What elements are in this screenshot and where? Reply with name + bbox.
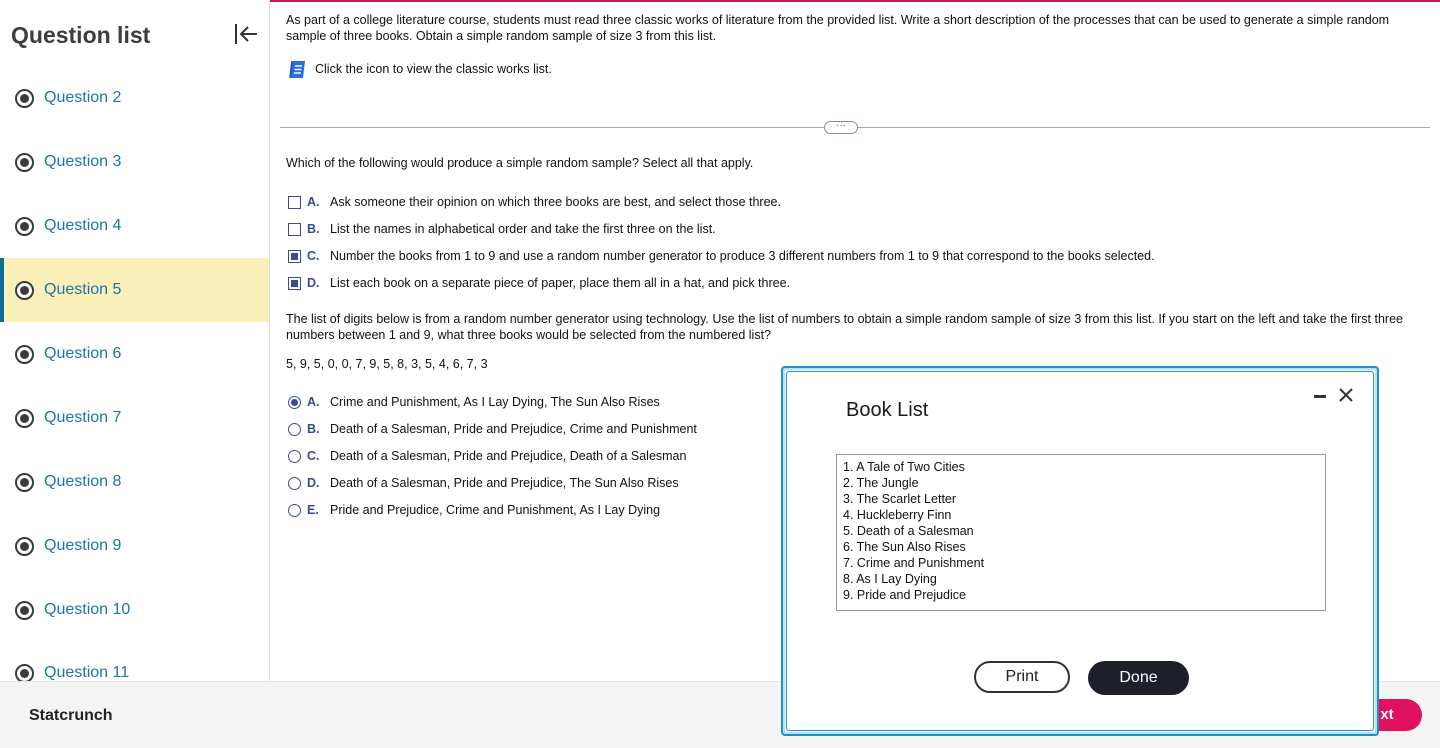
radio-option-a[interactable] bbox=[288, 393, 660, 411]
book-icon bbox=[288, 60, 307, 80]
question-status-icon bbox=[15, 409, 34, 428]
list-item: 6. The Sun Also Rises bbox=[843, 540, 966, 554]
sidebar-item-label: Question 4 bbox=[44, 217, 122, 234]
print-button[interactable]: Print bbox=[974, 661, 1070, 693]
sidebar-item-question-2[interactable] bbox=[0, 66, 269, 130]
sidebar-item-label: Question 6 bbox=[44, 345, 122, 362]
list-item: 5. Death of a Salesman bbox=[843, 524, 974, 538]
radio-option-e[interactable] bbox=[288, 501, 660, 519]
option-letter: D. bbox=[307, 476, 320, 490]
question-status-icon bbox=[15, 473, 34, 492]
question-status-icon bbox=[15, 345, 34, 364]
sidebar-item-label: Question 11 bbox=[44, 664, 130, 681]
sidebar-item-question-9[interactable] bbox=[0, 514, 269, 578]
question-status-icon bbox=[15, 664, 34, 681]
close-icon bbox=[1337, 386, 1355, 404]
sidebar-item-question-4[interactable] bbox=[0, 194, 269, 258]
sidebar-item-question-10[interactable] bbox=[0, 578, 269, 642]
checkbox-checked[interactable] bbox=[288, 277, 301, 290]
option-text: Crime and Punishment, As I Lay Dying, The Sun Also Rises bbox=[330, 395, 660, 409]
checkbox-option-a[interactable] bbox=[288, 193, 781, 211]
sidebar-item-question-7[interactable] bbox=[0, 386, 269, 450]
book-list-box bbox=[836, 454, 1326, 611]
radio-button[interactable] bbox=[288, 450, 301, 463]
option-text: Ask someone their opinion on which three books are best, and select those three. bbox=[330, 195, 781, 209]
checkbox[interactable] bbox=[288, 196, 301, 209]
question-part-1-prompt: Which of the following would produce a simple random sample? Select all that apply. bbox=[286, 156, 754, 170]
minimize-button[interactable] bbox=[1313, 392, 1327, 402]
radio-button[interactable] bbox=[288, 504, 301, 517]
sidebar-item-label: Question 9 bbox=[44, 537, 122, 554]
checkbox-option-b[interactable] bbox=[288, 220, 716, 238]
option-letter: C. bbox=[307, 449, 320, 463]
statcrunch-link[interactable]: Statcrunch bbox=[29, 707, 113, 724]
book-list-icon-button[interactable] bbox=[288, 60, 307, 80]
sidebar-item-label: Question 8 bbox=[44, 473, 122, 490]
question-status-icon bbox=[15, 89, 34, 108]
sidebar-item-label: Question 3 bbox=[44, 153, 122, 170]
sidebar-item-question-11[interactable] bbox=[0, 642, 269, 681]
sidebar-item-label: Question 5 bbox=[44, 281, 122, 298]
question-status-icon bbox=[15, 217, 34, 236]
question-status-icon bbox=[15, 537, 34, 556]
collapse-left-icon bbox=[233, 22, 259, 46]
sidebar-item-question-5[interactable] bbox=[0, 258, 269, 322]
sidebar-item-label: Question 2 bbox=[44, 89, 122, 106]
radio-button-selected[interactable] bbox=[288, 396, 301, 409]
question-intro: As part of a college literature course, students must read three classic works of literature from the provided list. Write a short description of the processes that can be used to generate a simple random sample of three books. Obtain a simple random sample of size 3 from this list. bbox=[286, 13, 1390, 43]
next-button[interactable]: xt bbox=[1352, 699, 1422, 731]
list-item: 3. The Scarlet Letter bbox=[843, 492, 957, 506]
option-letter: B. bbox=[307, 222, 320, 236]
checkbox-checked[interactable] bbox=[288, 250, 301, 263]
question-part-2-prompt: The list of digits below is from a random number generator using technology. Use the list of numbers to obtain a simple random sample of size 3 from this list. If you start on the left and take the first three numbers between 1 and 9, what three books would be selected from the numbered list? bbox=[286, 312, 1403, 342]
option-text: Death of a Salesman, Pride and Prejudice, The Sun Also Rises bbox=[330, 476, 679, 490]
random-digits: 5, 9, 5, 0, 0, 7, 9, 5, 8, 3, 5, 4, 6, 7, 3 bbox=[286, 357, 488, 371]
question-status-icon bbox=[15, 281, 34, 300]
view-list-instruction: Click the icon to view the classic works list. bbox=[315, 62, 552, 76]
list-item: 1. A Tale of Two Cities bbox=[843, 460, 965, 474]
option-text: Death of a Salesman, Pride and Prejudice, Crime and Punishment bbox=[330, 422, 697, 436]
sidebar-item-question-3[interactable] bbox=[0, 130, 269, 194]
list-item: 9. Pride and Prejudice bbox=[843, 588, 966, 602]
option-letter: B. bbox=[307, 422, 320, 436]
book-list-dialog bbox=[781, 366, 1379, 736]
list-item: 7. Crime and Punishment bbox=[843, 556, 985, 570]
checkbox-option-d[interactable] bbox=[288, 274, 790, 292]
checkbox-option-c[interactable] bbox=[288, 247, 1155, 265]
radio-option-b[interactable] bbox=[288, 420, 697, 438]
collapse-sidebar-button[interactable] bbox=[233, 22, 259, 46]
option-text: Pride and Prejudice, Crime and Punishment, As I Lay Dying bbox=[330, 503, 661, 517]
radio-button[interactable] bbox=[288, 423, 301, 436]
option-letter: A. bbox=[307, 395, 320, 409]
option-text: Number the books from 1 to 9 and use a random number generator to produce 3 different numbers from 1 to 9 that correspond to the books selected. bbox=[330, 249, 1155, 263]
radio-button[interactable] bbox=[288, 477, 301, 490]
sidebar-item-question-6[interactable] bbox=[0, 322, 269, 386]
option-text: Death of a Salesman, Pride and Prejudice, Death of a Salesman bbox=[330, 449, 687, 463]
radio-option-d[interactable] bbox=[288, 474, 679, 492]
sidebar-item-label: Question 7 bbox=[44, 409, 122, 426]
option-letter: A. bbox=[307, 195, 320, 209]
dialog-title: Book List bbox=[846, 399, 929, 421]
more-options-button[interactable]: ··· bbox=[824, 121, 858, 134]
radio-option-c[interactable] bbox=[288, 447, 686, 465]
sidebar-item-question-8[interactable] bbox=[0, 450, 269, 514]
option-letter: E. bbox=[307, 503, 319, 517]
question-status-icon bbox=[15, 153, 34, 172]
option-text: List the names in alphabetical order and take the first three on the list. bbox=[330, 222, 716, 236]
question-list-sidebar bbox=[0, 0, 270, 681]
option-text: List each book on a separate piece of paper, place them all in a hat, and pick three. bbox=[330, 276, 791, 290]
list-item: 8. As I Lay Dying bbox=[843, 572, 937, 586]
list-item: 4. Huckleberry Finn bbox=[843, 508, 952, 522]
done-button[interactable]: Done bbox=[1088, 661, 1189, 695]
checkbox[interactable] bbox=[288, 223, 301, 236]
close-button[interactable] bbox=[1337, 386, 1355, 404]
option-letter: C. bbox=[307, 249, 320, 263]
option-letter: D. bbox=[307, 276, 320, 290]
sidebar-title: Question list bbox=[11, 22, 151, 48]
sidebar-item-label: Question 10 bbox=[44, 601, 131, 618]
question-status-icon bbox=[15, 601, 34, 620]
list-item: 2. The Jungle bbox=[843, 476, 919, 490]
